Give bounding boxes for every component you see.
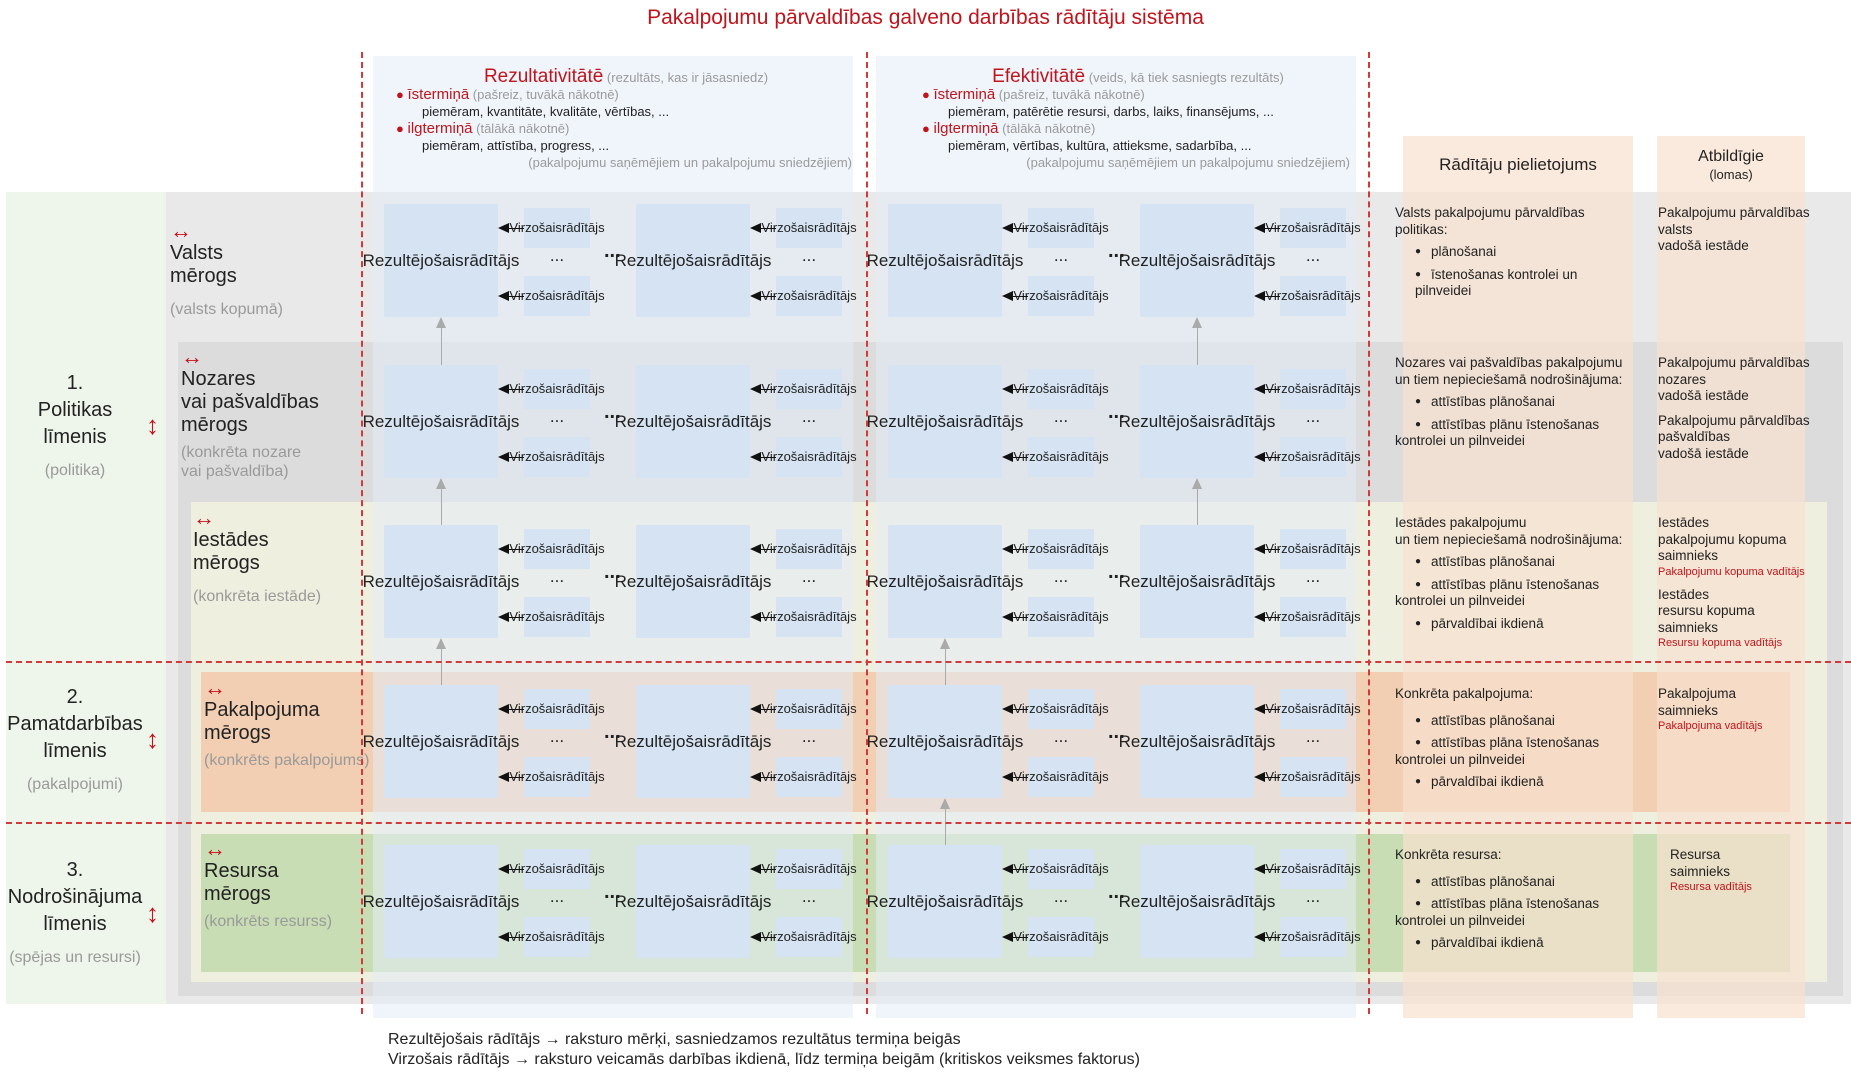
result-indicator-box: Rezultējošais rādītājs [1140,365,1254,478]
result-indicator-box: Rezultējošais rādītājs [384,365,498,478]
arrow-left-icon [1256,617,1280,618]
legend-line: Virzošais rādītājs → raksturo veicamās darbības ikdienā, līdz termiņa beigām (kritiskos veiksmes faktorus) [388,1051,1140,1068]
arrow-left-icon [1004,389,1028,390]
rezultativitate-title: Rezultativitātē [483,66,604,87]
left-right-arrow-icon: ↔ [181,344,203,369]
driving-indicator-box: Virzošais rādītājs [1028,529,1094,569]
responsibility-entry: Pakalpojumu pārvaldības valsts vadošā iestāde [1658,205,1810,253]
divider-line [1368,52,1370,1014]
result-indicator-box: Rezultējošais rādītājs [384,525,498,638]
row-label-state [170,220,283,319]
efe-footer-note: (pakalpojumu saņēmējiem un pakalpojumu sniedzējiem) [1026,155,1350,170]
horizontal-dots: ... [1108,721,1125,743]
efe-long-note: (tālākā nākotnē) [1002,121,1096,136]
horizontal-dots: ... [1108,561,1125,583]
row-label-service [204,677,369,770]
responsibility-entry: Pakalpojumu pārvaldības nozares vadošā iestāde Pakalpojumu pārvaldības pašvaldības vadošā iestāde [1658,355,1810,461]
dots: ... [1305,407,1321,426]
responsibility-entry: Iestādes pakalpojumu kopuma saimnieks Pakalpojumu kopuma vadītājs Iestādes resursu kopuma saimnieks Resursu kopuma vadītājs [1658,515,1805,649]
rezultativitate-title-note: (rezultāts, kas ir jāsasniedz) [606,70,769,85]
arrow-left-icon [500,777,524,778]
arrow-up-icon [1197,481,1198,525]
level-name-2: līmenis [43,913,107,935]
dots: ... [1305,727,1321,746]
arrow-left-icon [500,937,524,938]
driving-indicator-box: Virzošais rādītājs [776,208,842,248]
arrow-left-icon [752,617,776,618]
horizontal-dots: ... [1108,401,1125,423]
rezultativitate-header: Rezultativitātē (rezultāts, kas ir jāsasniedz) ● īstermiņā (pašreiz, tuvākā nākotnē) piemēram, kvantitāte, kvalitāte, vērtības, ... ● ilgtermiņā (tālākā nākotnē) piemēram, attīstība, progress, ... (pakalpojumu saņēmējiem un pakalpojumu sniedzējiem) [396,68,856,171]
driving-indicator-box: Virzošais rādītājs [1280,689,1346,729]
usage-entry: Konkrēta resursa: ● attīstības plānošanai ● attīstības plāna īstenošanas kontrolei un pilnveidei ● pārvaldībai ikdienā [1395,847,1635,952]
efe-short-example: piemēram, patērētie resursi, darbs, laiks, finansējums, ... [948,104,1274,119]
arrow-up-icon [441,320,442,365]
dots: ... [1053,567,1069,586]
arrow-up-icon [441,481,442,525]
dots: ... [549,567,565,586]
rez-long-label: ilgtermiņā [407,120,473,137]
driving-indicator-box: Virzošais rādītājs [1280,208,1346,248]
driving-indicator-box: Virzošais rādītājs [524,597,590,637]
row-label-line: Valsts [170,242,223,264]
diagram-title: Pakalpojumu pārvaldības galveno darbības rādītāju sistēma [647,6,1204,29]
arrow-left-icon [500,389,524,390]
driving-indicator-box: Virzošais rādītājs [776,917,842,957]
arrow-left-icon [1004,709,1028,710]
dots: ... [801,567,817,586]
driving-indicator-box: Virzošais rādītājs [776,529,842,569]
driving-indicator-box: Virzošais rādītājs [1028,437,1094,477]
level-divider-line [6,661,1851,663]
dots: ... [1305,567,1321,586]
driving-indicator-box: Virzošais rādītājs [524,689,590,729]
level-1-label [0,370,150,484]
level-3-label [0,857,150,971]
left-right-arrow-icon: ↔ [204,675,226,700]
arrow-left-icon [500,228,524,229]
driving-indicator-box: Virzošais rādītājs [776,597,842,637]
arrow-left-icon [752,777,776,778]
dots: ... [1053,246,1069,265]
rez-footer-note: (pakalpojumu saņēmējiem un pakalpojumu sniedzējiem) [528,155,852,170]
usage-entry: Iestādes pakalpojumu un tiem nepieciešamā nodrošinājuma: ● attīstības plānošanai ● attīstības plānu īstenošanas kontrolei un pilnveidei ● pārvaldībai ikdienā [1395,515,1635,632]
efe-short-label: īstermiņā [933,86,996,103]
result-indicator-box: Rezultējošais rādītājs [636,525,750,638]
arrow-left-icon [1256,228,1280,229]
dots: ... [1053,407,1069,426]
driving-indicator-box: Virzošais rādītājs [1028,849,1094,889]
row-label-line: mērogs [204,883,271,905]
row-label-sub: (valsts kopumā) [170,301,283,318]
row-label-institution [193,507,321,606]
arrow-left-icon [752,296,776,297]
rez-short-example: piemēram, kvantitāte, kvalitāte, vērtības, ... [422,104,670,119]
driving-indicator-box: Virzošais rādītājs [1280,529,1346,569]
level-sub: (politika) [44,462,106,479]
up-down-arrow-icon: ↕ [146,410,159,440]
row-label-line: vai pašvaldības [181,391,319,413]
driving-indicator-box: Virzošais rādītājs [1028,689,1094,729]
arrow-left-icon [1004,869,1028,870]
row-label-sub: (konkrēts resurss) [204,913,333,930]
row-label-sub: vai pašvaldība) [181,463,289,480]
dots: ... [1305,887,1321,906]
result-indicator-box: Rezultējošais rādītājs [384,845,498,958]
efektivitate-title: Efektivitātē [992,66,1086,87]
arrow-left-icon [752,549,776,550]
arrow-up-icon [945,641,946,685]
arrow-left-icon [1004,228,1028,229]
dots: ... [1053,887,1069,906]
level-2-label [0,684,150,798]
driving-indicator-box: Virzošais rādītājs [776,437,842,477]
driving-indicator-box: Virzošais rādītājs [1280,917,1346,957]
usage-title: Rādītāju pielietojums [1439,155,1597,174]
left-right-arrow-icon: ↔ [204,836,226,861]
driving-indicator-box: Virzošais rādītājs [776,757,842,797]
horizontal-dots: ... [1108,881,1125,903]
arrow-left-icon [1256,777,1280,778]
efektivitate-title-note: (veids, kā tiek sasniegts rezultāts) [1088,70,1284,85]
driving-indicator-box: Virzošais rādītājs [1028,917,1094,957]
row-label-line: Pakalpojuma [204,699,320,721]
driving-indicator-box: Virzošais rādītājs [1280,597,1346,637]
resp-title: Atbildīgie [1698,148,1764,165]
arrow-left-icon [752,869,776,870]
dots: ... [549,407,565,426]
arrow-left-icon [500,617,524,618]
arrow-left-icon [1004,777,1028,778]
row-label-line: Iestādes [193,529,269,551]
arrow-left-icon [1004,937,1028,938]
level-sub: (spējas un resursi) [9,949,141,966]
level-name-2: līmenis [43,426,107,448]
driving-indicator-box: Virzošais rādītājs [1028,757,1094,797]
row-label-sub: (konkrēts pakalpojums) [204,752,370,769]
usage-entry: Valsts pakalpojumu pārvaldības politikas: ● plānošanai ● īstenošanas kontrolei un pilnveidei [1395,205,1635,300]
arrow-left-icon [1004,549,1028,550]
arrow-left-icon [1256,549,1280,550]
driving-indicator-box: Virzošais rādītājs [1280,849,1346,889]
rez-short-label: īstermiņā [407,86,470,103]
level-num: 1. [66,372,84,394]
level-name: Politikas [37,399,113,421]
arrow-left-icon [500,549,524,550]
result-indicator-box: Rezultējošais rādītājs [636,685,750,798]
result-indicator-box: Rezultējošais rādītājs [1140,525,1254,638]
driving-indicator-box: Virzošais rādītājs [1280,757,1346,797]
left-right-arrow-icon: ↔ [193,505,215,530]
horizontal-dots: ... [604,401,621,423]
level-name: Nodrošinājuma [7,886,143,908]
dots: ... [1305,246,1321,265]
row-label-sector [181,346,319,481]
arrow-left-icon [500,709,524,710]
row-label-sub: (konkrēta iestāde) [193,588,322,605]
dots: ... [549,727,565,746]
result-indicator-box: Rezultējošais rādītājs [384,685,498,798]
dots: ... [549,887,565,906]
dots: ... [801,887,817,906]
driving-indicator-box: Virzošais rādītājs [1280,276,1346,316]
arrow-left-icon [1256,457,1280,458]
row-label-resource [204,838,332,931]
driving-indicator-box: Virzošais rādītājs [1028,597,1094,637]
level-sub: (pakalpojumi) [26,776,124,793]
dots: ... [801,246,817,265]
driving-indicator-box: Virzošais rādītājs [1280,437,1346,477]
result-indicator-box: Rezultējošais rādītājs [888,525,1002,638]
dots: ... [549,246,565,265]
driving-indicator-box: Virzošais rādītājs [1280,369,1346,409]
driving-indicator-box: Virzošais rādītājs [524,276,590,316]
level-name: Pamatdarbības [7,713,143,735]
result-indicator-box: Rezultējošais rādītājs [636,845,750,958]
row-label-line: mērogs [204,722,271,744]
arrow-left-icon [1256,389,1280,390]
driving-indicator-box: Virzošais rādītājs [1028,276,1094,316]
arrow-up-icon [441,641,442,685]
result-indicator-box: Rezultējošais rādītājs [384,204,498,317]
arrow-left-icon [500,869,524,870]
result-indicator-box: Rezultējošais rādītājs [1140,845,1254,958]
driving-indicator-box: Virzošais rādītājs [776,276,842,316]
driving-indicator-box: Virzošais rādītājs [776,689,842,729]
row-label-line: mērogs [193,552,260,574]
legend [388,1030,1140,1070]
resp-header [1657,148,1805,184]
up-down-arrow-icon: ↕ [146,898,159,928]
dots: ... [801,407,817,426]
result-indicator-box: Rezultējošais rādītājs [888,685,1002,798]
result-indicator-box: Rezultējošais rādītājs [888,365,1002,478]
level-divider-line [6,822,1851,824]
driving-indicator-box: Virzošais rādītājs [524,369,590,409]
rez-short-note: (pašreiz, tuvākā nākotnē) [472,87,619,102]
dots: ... [801,727,817,746]
arrow-left-icon [752,389,776,390]
efektivitate-header: Efektivitātē (veids, kā tiek sasniegts rezultāts) ● īstermiņā (pašreiz, tuvākā nākotnē) piemēram, patērētie resursi, darbs, laiks, finansējums, ... ● ilgtermiņā (tālākā nākotnē) piemēram, vērtības, kultūra, attieksme, sadarbība, ... (pakalpojumu saņēmējiem un pakalpojumu sniedzējiem) [922,68,1354,171]
driving-indicator-box: Virzošais rādītājs [524,849,590,889]
arrow-left-icon [1004,617,1028,618]
driving-indicator-box: Virzošais rādītājs [524,757,590,797]
level-name-2: līmenis [43,740,107,762]
arrow-left-icon [500,457,524,458]
rez-long-note: (tālākā nākotnē) [476,121,570,136]
row-label-line: Resursa [204,860,279,882]
driving-indicator-box: Virzošais rādītājs [524,529,590,569]
driving-indicator-box: Virzošais rādītājs [776,369,842,409]
result-indicator-box: Rezultējošais rādītājs [636,365,750,478]
result-indicator-box: Rezultējošais rādītājs [888,204,1002,317]
rez-long-example: piemēram, attīstība, progress, ... [422,138,610,153]
row-label-line: Nozares [181,368,256,390]
divider-line [866,52,868,1014]
responsibility-entry: Resursa saimnieks Resursa vadītājs [1670,847,1752,893]
left-right-arrow-icon: ↔ [170,218,192,243]
arrow-left-icon [752,937,776,938]
up-down-arrow-icon: ↕ [146,724,159,754]
responsibility-entry: Pakalpojuma saimnieks Pakalpojuma vadītājs [1658,686,1763,732]
row-label-sub: (konkrēta nozare [181,444,302,461]
usage-entry: Konkrēta pakalpojuma: ● attīstības plānošanai ● attīstības plāna īstenošanas kontrolei un pilnveidei ● pārvaldībai ikdienā [1395,686,1635,791]
horizontal-dots: ... [604,721,621,743]
resp-sub: (lomas) [1709,167,1753,182]
driving-indicator-box: Virzošais rādītājs [524,917,590,957]
arrow-left-icon [1256,869,1280,870]
level-num: 3. [66,859,84,881]
dots: ... [1053,727,1069,746]
arrow-left-icon [1004,457,1028,458]
arrow-left-icon [1256,937,1280,938]
result-indicator-box: Rezultējošais rādītājs [888,845,1002,958]
row-label-line: mērogs [181,414,248,436]
efe-long-example: piemēram, vērtības, kultūra, attieksme, sadarbība, ... [948,138,1252,153]
horizontal-dots: ... [604,561,621,583]
legend-line: Rezultējošais rādītājs → raksturo mērķi, sasniedzamos rezultātus termiņa beigās [388,1031,961,1048]
driving-indicator-box: Virzošais rādītājs [776,849,842,889]
horizontal-dots: ... [604,881,621,903]
driving-indicator-box: Virzošais rādītājs [1028,208,1094,248]
arrow-left-icon [752,228,776,229]
arrow-left-icon [1004,296,1028,297]
arrow-left-icon [500,296,524,297]
divider-line [361,52,363,1014]
driving-indicator-box: Virzošais rādītājs [524,437,590,477]
row-label-line: mērogs [170,265,237,287]
result-indicator-box: Rezultējošais rādītājs [636,204,750,317]
horizontal-dots: ... [604,240,621,262]
arrow-left-icon [752,457,776,458]
result-indicator-box: Rezultējošais rādītājs [1140,204,1254,317]
level-num: 2. [66,686,84,708]
efe-short-note: (pašreiz, tuvākā nākotnē) [998,87,1145,102]
driving-indicator-box: Virzošais rādītājs [1028,369,1094,409]
horizontal-dots: ... [1108,240,1125,262]
arrow-left-icon [1256,296,1280,297]
arrow-left-icon [1256,709,1280,710]
arrow-left-icon [752,709,776,710]
usage-entry: Nozares vai pašvaldības pakalpojumu un tiem nepieciešamā nodrošinājuma: ● attīstības plānošanai ● attīstības plānu īstenošanas kontrolei un pilnveidei [1395,355,1635,450]
result-indicator-box: Rezultējošais rādītājs [1140,685,1254,798]
driving-indicator-box: Virzošais rādītājs [524,208,590,248]
efe-long-label: ilgtermiņā [933,120,999,137]
arrow-up-icon [1197,320,1198,365]
